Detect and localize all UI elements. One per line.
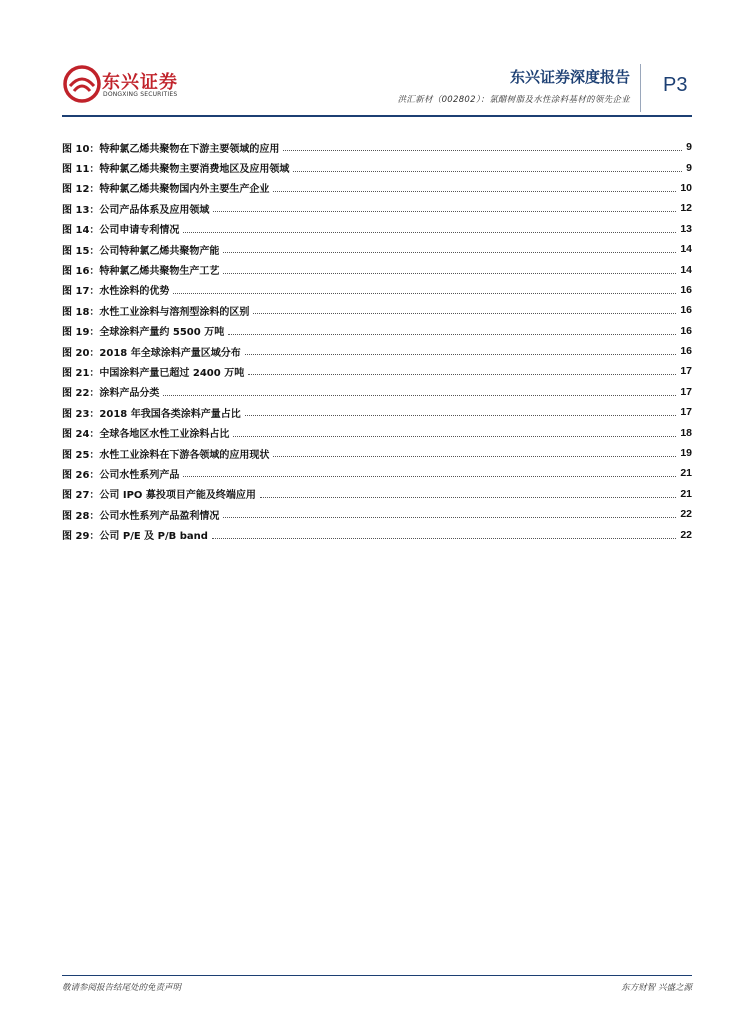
toc-entry-page: 21 xyxy=(680,467,692,480)
toc-entry-label: 图 21：中国涂料产量已超过 2400 万吨 xyxy=(62,367,245,379)
toc-entry-page: 14 xyxy=(680,243,692,256)
toc-entry-page: 12 xyxy=(680,202,692,215)
toc-leader xyxy=(245,353,677,355)
toc-entry[interactable] xyxy=(62,422,692,442)
toc-entry-page: 14 xyxy=(680,263,692,276)
toc-leader xyxy=(183,231,676,233)
toc-entry-label: 图 14：公司申请专利情况 xyxy=(62,225,180,237)
toc-entry-page: 17 xyxy=(680,406,692,419)
toc-entry-page: 22 xyxy=(680,528,692,541)
toc-leader xyxy=(223,516,676,518)
logo-text-cn: 东兴证券 xyxy=(102,72,178,93)
toc-entry[interactable] xyxy=(62,137,692,157)
toc-entry-page: 21 xyxy=(680,487,692,500)
header-divider xyxy=(640,64,641,112)
toc-entry-label: 图 28：公司水性系列产品盈利情况 xyxy=(62,510,220,522)
toc-leader xyxy=(253,312,676,314)
footer-disclaimer: 敬请参阅报告结尾处的免责声明 xyxy=(62,983,182,993)
toc-entry-page: 18 xyxy=(680,426,692,439)
toc-leader xyxy=(233,435,676,437)
dongxing-logo-icon xyxy=(62,64,102,104)
company-logo xyxy=(62,64,182,104)
toc-entry-label: 图 26：公司水性系列产品 xyxy=(62,469,180,481)
toc-leader xyxy=(293,170,682,172)
toc-entry[interactable] xyxy=(62,198,692,218)
toc-entry-page: 19 xyxy=(680,447,692,460)
toc-entry[interactable] xyxy=(62,402,692,422)
toc-leader xyxy=(173,292,676,294)
toc-entry-page: 9 xyxy=(686,161,692,174)
toc-entry[interactable] xyxy=(62,504,692,524)
toc-leader xyxy=(183,475,676,477)
toc-entry-label: 图 29：公司 P/E 及 P/B band xyxy=(62,531,208,543)
toc-entry[interactable] xyxy=(62,341,692,361)
toc-entry[interactable] xyxy=(62,361,692,381)
toc-entry-label: 图 24：全球各地区水性工业涂料占比 xyxy=(62,429,230,441)
toc-entry-label: 图 27：公司 IPO 募投项目产能及终端应用 xyxy=(62,490,256,502)
toc-entry-label: 图 25：水性工业涂料在下游各领域的应用现状 xyxy=(62,449,270,461)
toc-entry-page: 17 xyxy=(680,385,692,398)
toc-leader xyxy=(223,251,676,253)
header-rule xyxy=(62,115,692,117)
toc-entry[interactable] xyxy=(62,300,692,320)
toc-entry-label: 图 12：特种氯乙烯共聚物国内外主要生产企业 xyxy=(62,184,270,196)
toc-entry-label: 图 15：公司特种氯乙烯共聚物产能 xyxy=(62,245,220,257)
toc-leader xyxy=(283,149,682,151)
report-type-title: 东兴证券深度报告 xyxy=(509,68,630,86)
toc-entry[interactable] xyxy=(62,463,692,483)
toc-entry-label: 图 16：特种氯乙烯共聚物生产工艺 xyxy=(62,266,220,278)
toc-entry-page: 16 xyxy=(680,304,692,317)
toc-entry[interactable] xyxy=(62,321,692,341)
toc-leader xyxy=(163,394,676,396)
toc-entry-label: 图 20：2018 年全球涂料产量区域分布 xyxy=(62,347,241,359)
toc-entry-page: 16 xyxy=(680,283,692,296)
toc-entry[interactable] xyxy=(62,157,692,177)
toc-entry[interactable] xyxy=(62,382,692,402)
toc-entry-label: 图 11：特种氯乙烯共聚物主要消费地区及应用领域 xyxy=(62,164,290,176)
toc-leader xyxy=(248,373,676,375)
report-subtitle: 洪汇新材（002802）：氯醋树脂及水性涂料基材的领先企业 xyxy=(397,95,630,105)
toc-leader xyxy=(223,272,676,274)
toc-leader xyxy=(245,414,677,416)
toc-entry[interactable] xyxy=(62,178,692,198)
page-number: P3 xyxy=(663,74,688,96)
toc-leader xyxy=(260,496,676,498)
toc-entry-page: 13 xyxy=(680,222,692,235)
toc-entry-page: 16 xyxy=(680,324,692,337)
toc-entry-label: 图 13：公司产品体系及应用领域 xyxy=(62,204,210,216)
toc-entry[interactable] xyxy=(62,524,692,544)
footer-slogan: 东方财智 兴盛之源 xyxy=(621,983,692,993)
toc-entry[interactable] xyxy=(62,259,692,279)
toc-entry[interactable] xyxy=(62,239,692,259)
toc-entry[interactable] xyxy=(62,219,692,239)
toc-leader xyxy=(228,333,676,335)
toc-entry-label: 图 18：水性工业涂料与溶剂型涂料的区别 xyxy=(62,306,250,318)
toc-entry[interactable] xyxy=(62,443,692,463)
toc-entry-label: 图 19：全球涂料产量约 5500 万吨 xyxy=(62,327,225,339)
toc-entry-label: 图 23：2018 年我国各类涂料产量占比 xyxy=(62,408,241,420)
toc-leader xyxy=(273,190,676,192)
toc-entry-label: 图 10：特种氯乙烯共聚物在下游主要领域的应用 xyxy=(62,143,280,155)
figure-list xyxy=(62,137,692,545)
toc-entry-page: 10 xyxy=(680,181,692,194)
toc-leader xyxy=(212,537,676,539)
toc-entry-label: 图 17：水性涂料的优势 xyxy=(62,286,170,298)
toc-entry-page: 22 xyxy=(680,508,692,521)
toc-entry[interactable] xyxy=(62,484,692,504)
toc-entry-page: 9 xyxy=(686,141,692,154)
toc-entry-label: 图 22：涂料产品分类 xyxy=(62,388,160,400)
toc-leader xyxy=(213,210,676,212)
toc-leader xyxy=(273,455,676,457)
toc-entry[interactable] xyxy=(62,280,692,300)
toc-entry-page: 16 xyxy=(680,345,692,358)
logo-text-en: DONGXING SECURITIES xyxy=(103,91,178,98)
toc-entry-page: 17 xyxy=(680,365,692,378)
footer-rule xyxy=(62,975,692,976)
